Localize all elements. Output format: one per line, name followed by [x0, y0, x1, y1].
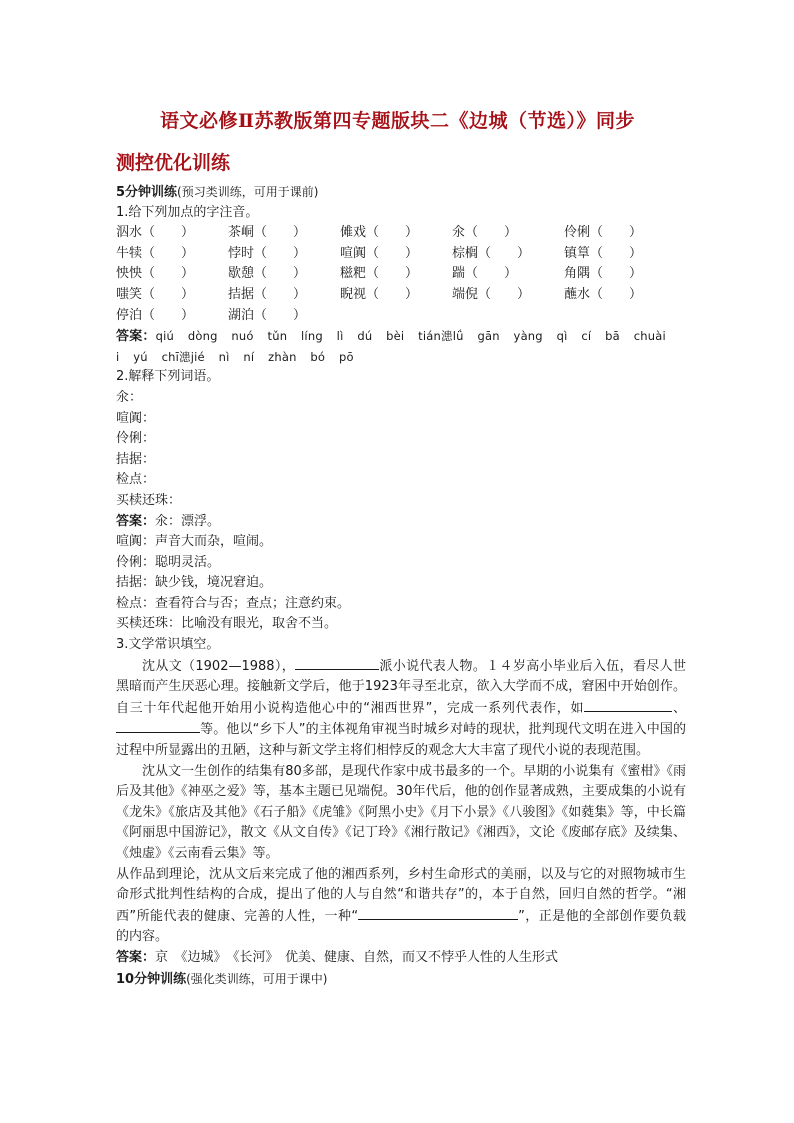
answer-label: 答案： [116, 949, 156, 965]
answer-pinyin: qiú dòng nuó tǔn líng lì dú bèi tián漶lǘ gān yàng qì cí bā chuài [155, 329, 666, 344]
document-body [116, 182, 686, 989]
answer-label: 答案： [116, 329, 156, 345]
pinyin-item: 嗤笑（ ） [116, 286, 195, 302]
answer-item: 伶俐：聪明灵活。 [116, 554, 221, 570]
section-heading-5min [116, 182, 686, 203]
pinyin-grid [116, 223, 686, 326]
paragraph-2: 沈从文一生创作的结集有80多部，是现代作家中成书最多的一个。早期的小说集有《蜜柑》《雨后及其他》《神巫之爱》等，基本主题已见端倪。30年代后，他的创作显著成熟，主要成集的小说有《龙朱》《旅店及其他》《石子船》《虎雏》《阿黑小史》《月下小景》《八骏图》《如蕤集》等，中长篇《阿丽思中国游记》，散文《从文自传》《记丁玲》《湘行散记》《湘西》，文论《废邮存底》及续集、《烛虚》《云南看云集》等。 [116, 763, 686, 861]
paragraph-3 [116, 865, 686, 948]
pinyin-item: 歇憩（ ） [228, 266, 307, 282]
term-item: 拮据： [116, 451, 156, 467]
term-item: 伶俐： [116, 431, 156, 447]
pinyin-item: 角隅（ ） [564, 266, 643, 282]
pinyin-item: 悖时（ ） [228, 245, 307, 261]
fill-blank[interactable] [116, 719, 200, 733]
paragraph-text: ”，正是他的全部创作要负载的内容。 [116, 908, 686, 945]
question-1-answer-line2: i yú chī漶jié nì ní zhàn bó pō [116, 349, 354, 364]
pinyin-item: 棕榈（ ） [452, 245, 531, 261]
question-1-answer-line1 [116, 326, 686, 347]
paragraph-text: 、 [672, 700, 686, 716]
section-heading-10min [116, 969, 686, 990]
paragraph-text: 派小说代表人物。１４岁高小毕业后入伍，看尽人世黑暗而产生厌恶心理。接触新文学后，他于1923年寻至北京，欲入大学而不成，窘困中开始创作。自三十年代起他开始用小说构造他心中的“湘西世界”，完成一系列代表作，如 [116, 658, 686, 716]
question-2-answer-first [116, 512, 686, 533]
answer-item: 拮据：缺少钱，境况窘迫。 [116, 575, 273, 591]
paragraph-text: 等。他以“乡下人”的主体视角审视当时城乡对峙的现状，批判现代文明在进入中国的过程中所显露出的丑陋，这种与新文学主将们相悖反的观念大大丰富了现代小说的表现范围。 [116, 722, 686, 759]
pinyin-item: 喧阗（ ） [340, 245, 419, 261]
pinyin-item: 湖泊（ ） [228, 307, 307, 323]
pinyin-item: 停泊（ ） [116, 307, 195, 323]
answer-label: 答案： [116, 513, 156, 529]
pinyin-item: 氽（ ） [452, 225, 518, 241]
section-heading-bold: 5分钟训练 [116, 185, 178, 200]
pinyin-item: 傩戏（ ） [340, 225, 419, 241]
term-item: 检点： [116, 472, 156, 488]
answer-item: 买椟还珠：比喻没有眼光，取舍不当。 [116, 616, 338, 632]
pinyin-row [116, 264, 686, 285]
pinyin-item: 拮据（ ） [228, 286, 307, 302]
section-heading-note: (强化类训练，可用于课中) [186, 971, 328, 986]
answer-item: 氽：漂浮。 [155, 513, 221, 529]
section-heading-bold: 10分钟训练 [116, 971, 187, 987]
pinyin-item: 睨视（ ） [340, 286, 419, 302]
answer-item: 喧阗：声音大而杂，喧闹。 [116, 534, 273, 550]
document-title-line2: 测控优化训练 [116, 152, 231, 174]
pinyin-row [116, 306, 686, 327]
pinyin-row [116, 223, 686, 244]
answer-text: 京 《边城》 《长河》 优美、健康、自然，而又不悖乎人性的人生形式 [155, 949, 559, 965]
fill-blank[interactable] [358, 906, 518, 920]
paragraph-1 [116, 656, 686, 762]
term-item: 氽： [116, 389, 143, 405]
section-heading-note: (预习类训练，可用于课前) [177, 185, 319, 199]
answer-item: 检点：查看符合与否；查点；注意约束。 [116, 595, 351, 611]
fill-blank[interactable] [295, 656, 379, 670]
pinyin-item: 牛犊（ ） [116, 245, 195, 261]
question-1-prompt: 1.给下列加点的字注音。 [116, 204, 259, 220]
pinyin-item: 端倪（ ） [452, 286, 531, 302]
pinyin-item: 怏怏（ ） [116, 266, 195, 282]
pinyin-item: 糍粑（ ） [340, 266, 419, 282]
pinyin-row [116, 285, 686, 306]
fill-blank[interactable] [584, 698, 672, 712]
pinyin-item: 伶俐（ ） [564, 225, 643, 241]
pinyin-item: 泅水（ ） [116, 225, 195, 241]
pinyin-item: 蘸水（ ） [564, 286, 643, 302]
pinyin-item: 茶峒（ ） [228, 225, 307, 241]
question-3-answer [116, 948, 686, 969]
document-title-line1: 语文必修Ⅱ苏教版第四专题版块二《边城（节选）》同步 [160, 110, 636, 132]
term-item: 买椟还珠： [116, 492, 182, 508]
term-item: 喧阗： [116, 410, 156, 426]
question-3-prompt: 3.文学常识填空。 [116, 637, 220, 653]
pinyin-row [116, 244, 686, 265]
pinyin-item: 踹（ ） [452, 266, 518, 282]
paragraph-text: 从作品到理论，沈从文后来完成了他的湘西系列，乡村生命形式的美丽，以及与它的对照物城市生命形式批判性结构的合成，提出了他的人与自然“和谐共存”的，本于自然，回归自然的哲学。“湘西”所能代表的健康、完善的人性，一种“ [116, 866, 686, 924]
paragraph-text: 沈从文（1902—1988）， [142, 658, 296, 674]
question-2-prompt: 2.解释下列词语。 [116, 369, 220, 385]
pinyin-item: 镇筸（ ） [564, 245, 643, 261]
